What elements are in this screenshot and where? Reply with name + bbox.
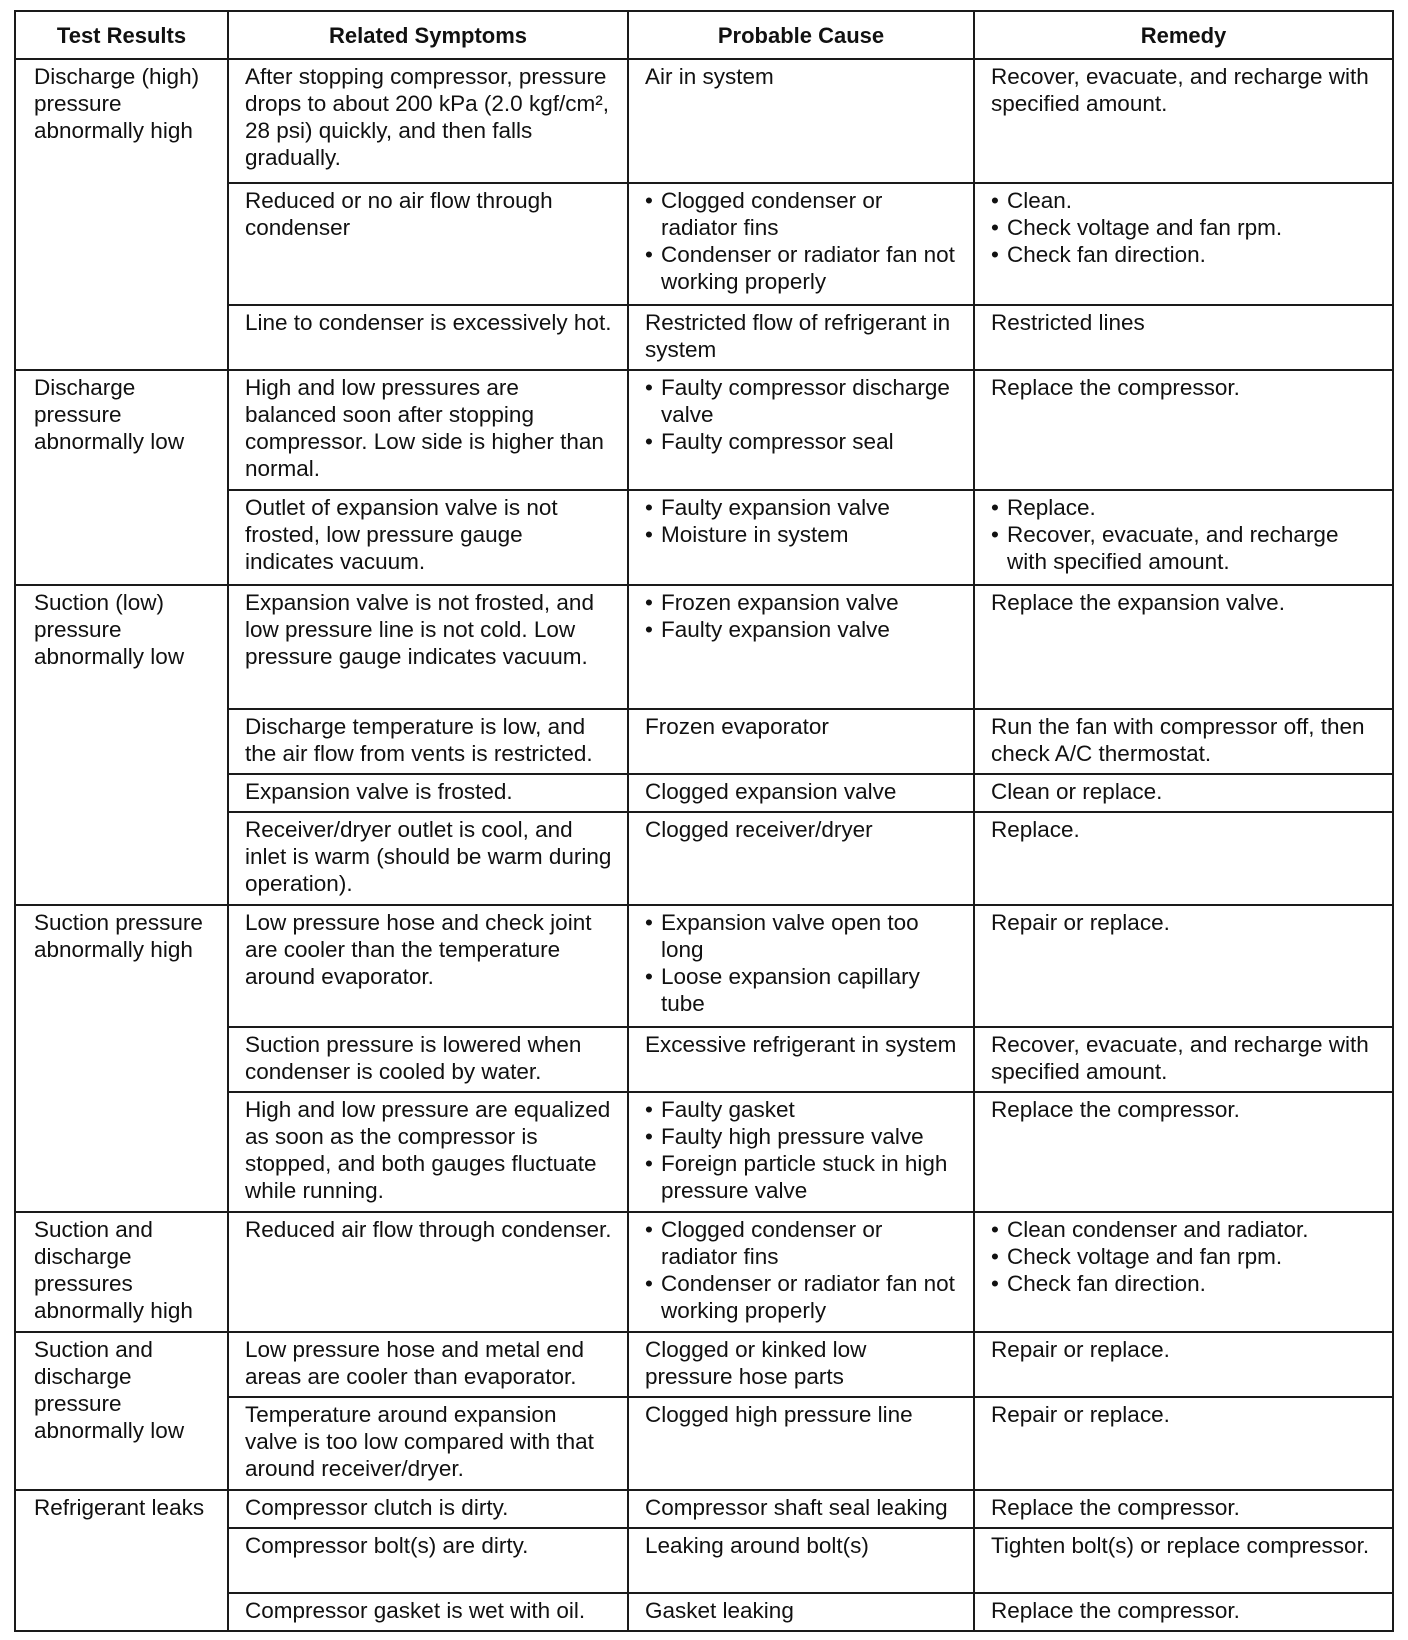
cause-cell: Compressor shaft seal leaking bbox=[628, 1490, 974, 1528]
cause-cell bbox=[628, 1212, 974, 1332]
cause-list-item: • Condenser or radiator fan not working properly bbox=[645, 1270, 959, 1324]
symptom-cell: High and low pressures are balanced soon after stopping compressor. Low side is higher than normal. bbox=[228, 370, 628, 490]
cause-cell: Restricted flow of refrigerant in system bbox=[628, 305, 974, 370]
symptom-cell: High and low pressure are equalized as soon as the compressor is stopped, and both gauges fluctuate while running. bbox=[228, 1092, 628, 1212]
cause-list-item: • Faulty expansion valve bbox=[645, 494, 959, 521]
symptom-cell: Low pressure hose and check joint are cooler than the temperature around evaporator. bbox=[228, 905, 628, 1027]
table-row bbox=[15, 585, 1393, 709]
remedy-cell: Replace the expansion valve. bbox=[974, 585, 1393, 709]
cause-list-item: • Faulty high pressure valve bbox=[645, 1123, 959, 1150]
symptom-cell: Compressor clutch is dirty. bbox=[228, 1490, 628, 1528]
cause-cell: Excessive refrigerant in system bbox=[628, 1027, 974, 1092]
cause-list-item: • Clogged condenser or radiator fins bbox=[645, 187, 959, 241]
cause-cell bbox=[628, 183, 974, 305]
remedy-cell: Recover, evacuate, and recharge with specified amount. bbox=[974, 59, 1393, 183]
test-result-cell: Refrigerant leaks bbox=[15, 1490, 228, 1631]
cause-cell: Air in system bbox=[628, 59, 974, 183]
cause-cell bbox=[628, 490, 974, 585]
remedy-cell: Repair or replace. bbox=[974, 1397, 1393, 1490]
cause-cell bbox=[628, 905, 974, 1027]
cause-cell bbox=[628, 1092, 974, 1212]
symptom-cell: Compressor bolt(s) are dirty. bbox=[228, 1528, 628, 1593]
test-result-cell: Suction and discharge pressure abnormally low bbox=[15, 1332, 228, 1490]
remedy-cell: Repair or replace. bbox=[974, 1332, 1393, 1397]
remedy-list bbox=[991, 187, 1378, 268]
remedy-cell: Replace the compressor. bbox=[974, 1593, 1393, 1631]
remedy-cell: Clean or replace. bbox=[974, 774, 1393, 812]
symptom-cell: Low pressure hose and metal end areas are cooler than evaporator. bbox=[228, 1332, 628, 1397]
symptom-cell: Temperature around expansion valve is too low compared with that around receiver/dryer. bbox=[228, 1397, 628, 1490]
table-row bbox=[15, 905, 1393, 1027]
remedy-list-item: • Replace. bbox=[991, 494, 1378, 521]
remedy-cell bbox=[974, 490, 1393, 585]
table-body bbox=[15, 59, 1393, 1631]
remedy-list-item: • Check voltage and fan rpm. bbox=[991, 214, 1378, 241]
cause-cell: Leaking around bolt(s) bbox=[628, 1528, 974, 1593]
remedy-cell bbox=[974, 183, 1393, 305]
cause-list bbox=[645, 494, 959, 548]
header-probable-cause: Probable Cause bbox=[628, 11, 974, 59]
cause-cell: Clogged expansion valve bbox=[628, 774, 974, 812]
header-remedy: Remedy bbox=[974, 11, 1393, 59]
test-result-cell: Discharge (high) pressure abnormally high bbox=[15, 59, 228, 370]
test-result-cell: Suction (low) pressure abnormally low bbox=[15, 585, 228, 905]
symptom-cell: Suction pressure is lowered when condenser is cooled by water. bbox=[228, 1027, 628, 1092]
remedy-list-item: • Recover, evacuate, and recharge with specified amount. bbox=[991, 521, 1378, 575]
cause-cell: Clogged high pressure line bbox=[628, 1397, 974, 1490]
remedy-cell: Recover, evacuate, and recharge with specified amount. bbox=[974, 1027, 1393, 1092]
remedy-cell: Replace the compressor. bbox=[974, 370, 1393, 490]
cause-list-item: • Clogged condenser or radiator fins bbox=[645, 1216, 959, 1270]
remedy-list bbox=[991, 1216, 1378, 1297]
symptom-cell: Expansion valve is frosted. bbox=[228, 774, 628, 812]
cause-cell: Clogged receiver/dryer bbox=[628, 812, 974, 905]
cause-list-item: • Faulty compressor discharge valve bbox=[645, 374, 959, 428]
header-related-symptoms: Related Symptoms bbox=[228, 11, 628, 59]
remedy-cell: Restricted lines bbox=[974, 305, 1393, 370]
cause-list-item: • Moisture in system bbox=[645, 521, 959, 548]
cause-cell bbox=[628, 370, 974, 490]
header-test-results: Test Results bbox=[15, 11, 228, 59]
cause-cell: Frozen evaporator bbox=[628, 709, 974, 774]
cause-cell bbox=[628, 585, 974, 709]
cause-list bbox=[645, 1096, 959, 1204]
remedy-cell: Replace the compressor. bbox=[974, 1092, 1393, 1212]
symptom-cell: Compressor gasket is wet with oil. bbox=[228, 1593, 628, 1631]
cause-list-item: • Faulty compressor seal bbox=[645, 428, 959, 455]
test-result-cell: Suction pressure abnormally high bbox=[15, 905, 228, 1212]
remedy-cell: Replace the compressor. bbox=[974, 1490, 1393, 1528]
cause-list-item: • Expansion valve open too long bbox=[645, 909, 959, 963]
symptom-cell: Outlet of expansion valve is not frosted, low pressure gauge indicates vacuum. bbox=[228, 490, 628, 585]
table-row bbox=[15, 1490, 1393, 1528]
cause-list bbox=[645, 909, 959, 1017]
cause-list-item: • Faulty expansion valve bbox=[645, 616, 959, 643]
symptom-cell: Line to condenser is excessively hot. bbox=[228, 305, 628, 370]
table-row bbox=[15, 1332, 1393, 1397]
cause-list bbox=[645, 374, 959, 455]
cause-list bbox=[645, 1216, 959, 1324]
remedy-cell: Tighten bolt(s) or replace compressor. bbox=[974, 1528, 1393, 1593]
table-row bbox=[15, 1212, 1393, 1332]
symptom-cell: Reduced air flow through condenser. bbox=[228, 1212, 628, 1332]
cause-list-item: • Frozen expansion valve bbox=[645, 589, 959, 616]
symptom-cell: After stopping compressor, pressure drops to about 200 kPa (2.0 kgf/cm², 28 psi) quickly, and then falls gradually. bbox=[228, 59, 628, 183]
cause-list-item: • Foreign particle stuck in high pressure valve bbox=[645, 1150, 959, 1204]
symptom-cell: Discharge temperature is low, and the air flow from vents is restricted. bbox=[228, 709, 628, 774]
cause-list bbox=[645, 589, 959, 643]
remedy-list-item: • Check fan direction. bbox=[991, 241, 1378, 268]
remedy-cell: Replace. bbox=[974, 812, 1393, 905]
remedy-cell: Run the fan with compressor off, then check A/C thermostat. bbox=[974, 709, 1393, 774]
header-row bbox=[15, 11, 1393, 59]
test-result-cell: Discharge pressure abnormally low bbox=[15, 370, 228, 585]
symptom-cell: Reduced or no air flow through condenser bbox=[228, 183, 628, 305]
cause-list-item: • Faulty gasket bbox=[645, 1096, 959, 1123]
remedy-cell bbox=[974, 1212, 1393, 1332]
table-row bbox=[15, 59, 1393, 183]
cause-list bbox=[645, 187, 959, 295]
cause-list-item: • Condenser or radiator fan not working properly bbox=[645, 241, 959, 295]
remedy-list-item: • Check fan direction. bbox=[991, 1270, 1378, 1297]
test-result-cell: Suction and discharge pressures abnormally high bbox=[15, 1212, 228, 1332]
remedy-list-item: • Clean condenser and radiator. bbox=[991, 1216, 1378, 1243]
remedy-list-item: • Clean. bbox=[991, 187, 1378, 214]
remedy-list bbox=[991, 494, 1378, 575]
table-row bbox=[15, 370, 1393, 490]
remedy-cell: Repair or replace. bbox=[974, 905, 1393, 1027]
cause-list-item: • Loose expansion capillary tube bbox=[645, 963, 959, 1017]
cause-cell: Clogged or kinked low pressure hose parts bbox=[628, 1332, 974, 1397]
remedy-list-item: • Check voltage and fan rpm. bbox=[991, 1243, 1378, 1270]
symptom-cell: Expansion valve is not frosted, and low pressure line is not cold. Low pressure gauge indicates vacuum. bbox=[228, 585, 628, 709]
symptom-cell: Receiver/dryer outlet is cool, and inlet is warm (should be warm during operation). bbox=[228, 812, 628, 905]
troubleshooting-table bbox=[14, 10, 1394, 1632]
cause-cell: Gasket leaking bbox=[628, 1593, 974, 1631]
